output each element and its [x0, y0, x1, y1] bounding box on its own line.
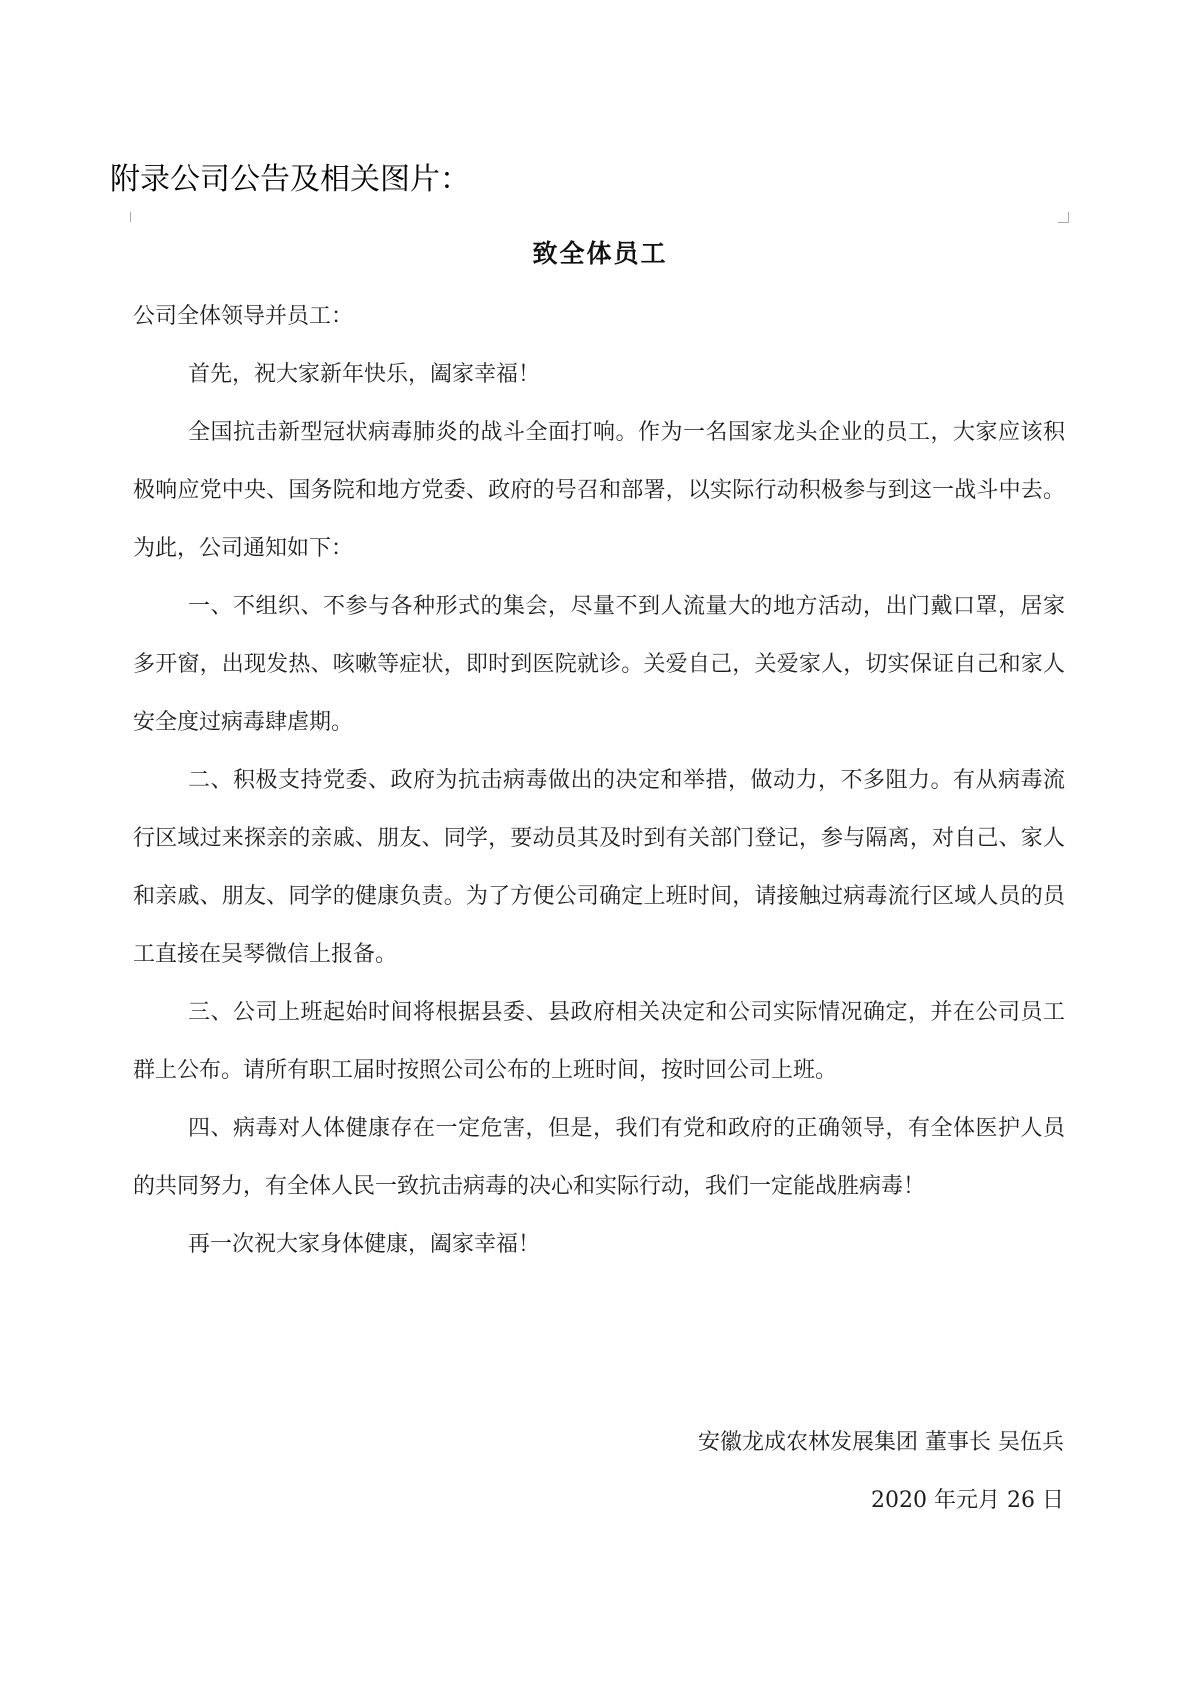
paragraph-closing-wish: 再一次祝大家身体健康，阖家幸福！: [188, 1232, 541, 1257]
signature-line: 安徽龙成农林发展集团 董事长 吴伍兵: [698, 1430, 1064, 1455]
page-corner-mark-left: [130, 212, 141, 222]
letter-body: [133, 288, 1065, 1274]
letter-greeting: 公司全体领导并员工：: [133, 304, 354, 329]
paragraph-intro: 全国抗击新型冠状病毒肺炎的战斗全面打响。作为一名国家龙头企业的员工，大家应该积极响应党中央、国务院和地方党委、政府的号召和部署，以实际行动积极参与到这一战斗中去。为此，公司通知如下：: [133, 420, 1065, 561]
paragraph-item-4: 四、病毒对人体健康存在一定危害，但是，我们有党和政府的正确领导，有全体医护人员的共同努力，有全体人民一致抗击病毒的决心和实际行动，我们一定能战胜病毒！: [133, 1116, 1065, 1199]
letter-date: 2020 年元月 26 日: [871, 1488, 1064, 1513]
paragraph-item-3: 三、公司上班起始时间将根据县委、县政府相关决定和公司实际情况确定，并在公司员工群上公布。请所有职工届时按照公司公布的上班时间，按时回公司上班。: [133, 1000, 1065, 1083]
paragraph-new-year-wish: 首先，祝大家新年快乐，阖家幸福！: [188, 362, 541, 387]
page-corner-mark-right: [1058, 212, 1069, 223]
letter-title: 致全体员工: [532, 239, 668, 268]
appendix-heading: 附录公司公告及相关图片：: [110, 162, 470, 197]
signature-block: [698, 1414, 1064, 1530]
paragraph-item-1: 一、不组织、不参与各种形式的集会，尽量不到人流量大的地方活动，出门戴口罩，居家多开窗，出现发热、咳嗽等症状，即时到医院就诊。关爱自己，关爱家人，切实保证自己和家人安全度过病毒肆虐期。: [133, 594, 1065, 735]
paragraph-item-2: 二、积极支持党委、政府为抗击病毒做出的决定和举措，做动力，不多阻力。有从病毒流行区域过来探亲的亲戚、朋友、同学，要动员其及时到有关部门登记，参与隔离，对自己、家人和亲戚、朋友、同学的健康负责。为了方便公司确定上班时间，请接触过病毒流行区域人员的员工直接在吴琴微信上报备。: [133, 768, 1065, 967]
